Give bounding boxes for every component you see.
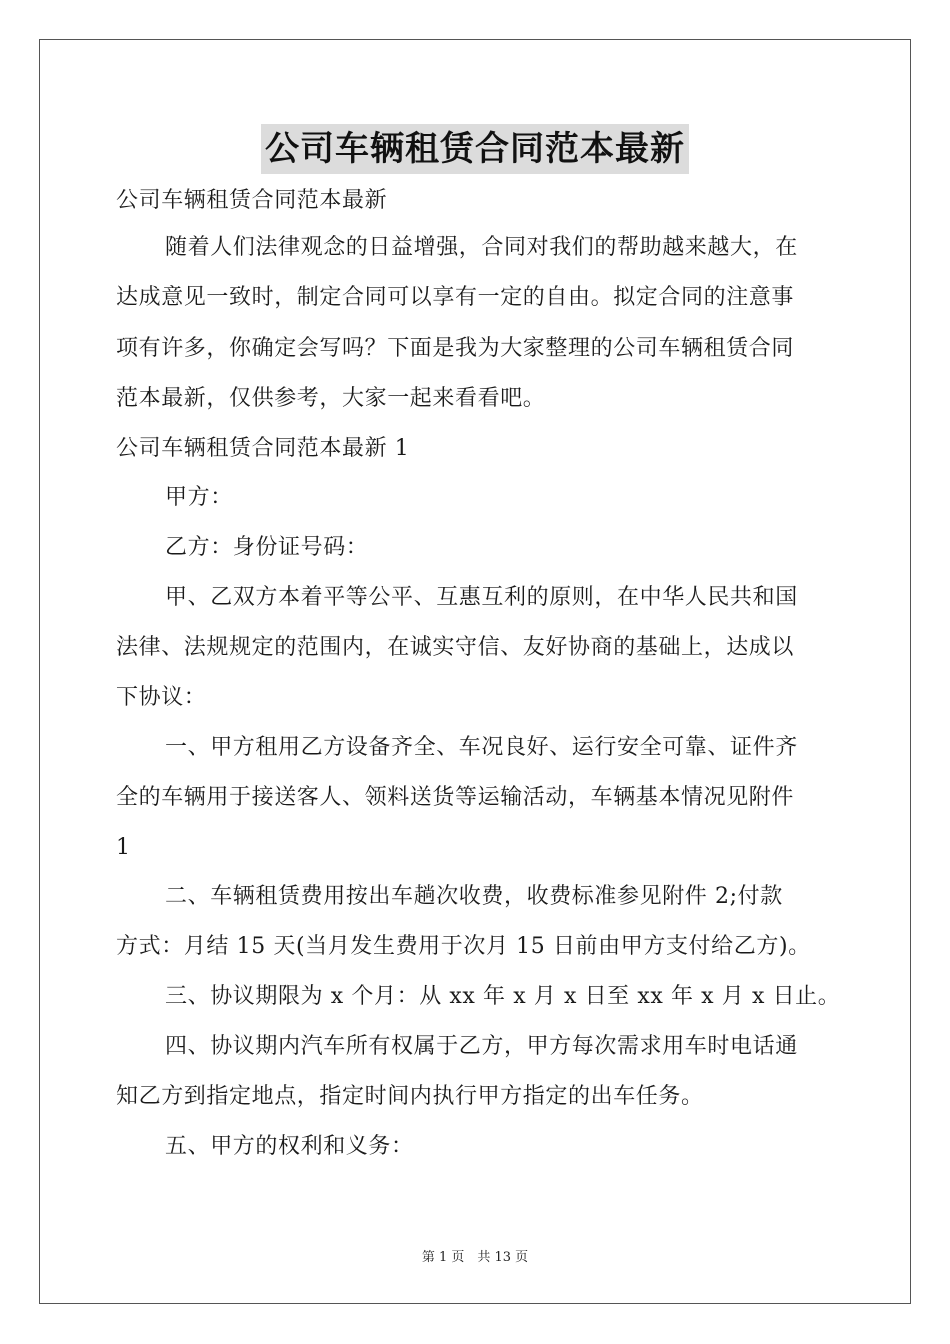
clause-line: 全的车辆用于接送客人、领料送货等运输活动，车辆基本情况见附件: [116, 785, 795, 810]
clause-line: 知乙方到指定地点，指定时间内执行甲方指定的出车任务。: [116, 1084, 704, 1109]
paragraph-line: 达成意见一致时，制定合同可以享有一定的自由。拟定合同的注意事: [116, 285, 795, 310]
party-a-line: 甲方：: [165, 485, 233, 510]
page-border: [39, 39, 911, 1304]
clause-line: 一、甲方租用乙方设备齐全、车况良好、运行安全可靠、证件齐: [165, 735, 798, 760]
clause-line: 四、协议期内汽车所有权属于乙方，甲方每次需求用车时电话通: [165, 1034, 798, 1059]
paragraph-line: 甲、乙双方本着平等公平、互惠互利的原则，在中华人民共和国: [165, 585, 798, 610]
section-heading: 公司车辆租赁合同范本最新 1: [116, 436, 410, 461]
document-title: 公司车辆租赁合同范本最新: [261, 124, 689, 174]
clause-line: 二、车辆租赁费用按出车趟次收费，收费标准参见附件 2;付款: [165, 884, 783, 909]
paragraph-line: 随着人们法律观念的日益增强，合同对我们的帮助越来越大，在: [165, 235, 798, 260]
clause-line: 三、协议期限为 x 个月：从 xx 年 x 月 x 日至 xx 年 x 月 x 日止。: [165, 984, 841, 1009]
paragraph-line: 项有许多，你确定会写吗？下面是我为大家整理的公司车辆租赁合同: [116, 336, 795, 361]
page-number: 第 1 页 共 13 页: [421, 1250, 529, 1265]
paragraph-line: 范本最新，仅供参考，大家一起来看看吧。: [116, 386, 546, 411]
clause-line: 五、甲方的权利和义务：: [165, 1134, 414, 1159]
clause-line: 方式：月结 15 天(当月发生费用于次月 15 日前由甲方支付给乙方)。: [116, 934, 811, 959]
subtitle-line: 公司车辆租赁合同范本最新: [116, 188, 388, 213]
paragraph-line: 下协议：: [116, 685, 207, 710]
paragraph-line: 法律、法规规定的范围内，在诚实守信、友好协商的基础上，达成以: [116, 635, 795, 660]
party-b-line: 乙方：身份证号码：: [165, 535, 369, 560]
title-container: [0, 124, 950, 174]
clause-line: 1: [116, 835, 131, 860]
